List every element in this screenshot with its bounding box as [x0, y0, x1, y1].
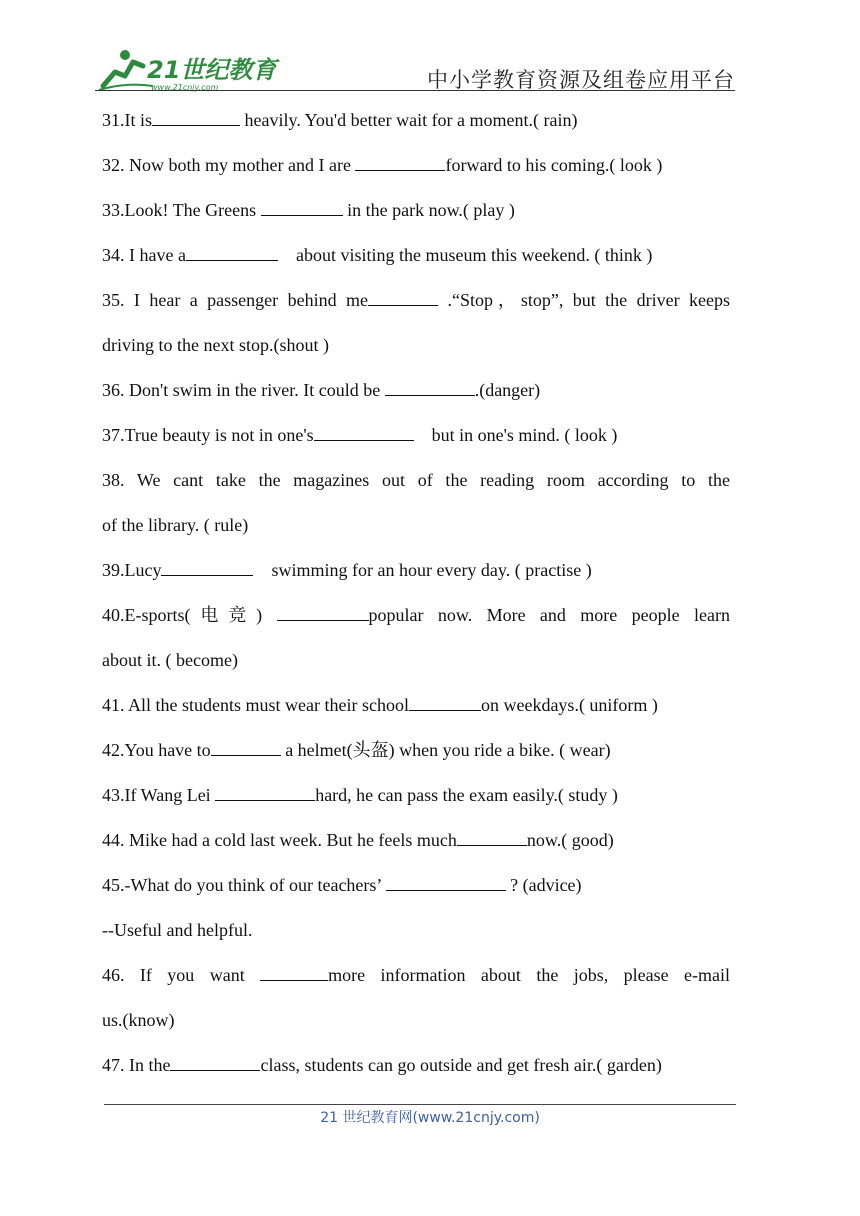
question-47: 47. In the class, students can go outside and get fresh air.( garden) — [102, 1043, 730, 1088]
question-43: 43.If Wang Lei hard, he can pass the exam easily.( study ) — [102, 773, 730, 818]
question-45-response: --Useful and helpful. — [102, 920, 253, 940]
logo-text: 21世纪教育 — [147, 56, 277, 84]
answer-blank[interactable] — [152, 107, 240, 126]
answer-blank[interactable] — [215, 782, 315, 801]
answer-blank[interactable] — [386, 872, 506, 891]
question-40: 40.E-sports(电竞) popular now. More and more people learn — [102, 593, 730, 638]
question-38-cont: of the library. ( rule) — [102, 515, 249, 535]
platform-title: 中小学教育资源及组卷应用平台 — [427, 68, 735, 92]
question-45: 45.-What do you think of our teachers’ ? (advice) — [102, 863, 730, 908]
answer-blank[interactable] — [260, 962, 328, 981]
answer-blank[interactable] — [457, 827, 527, 846]
question-39: 39.Lucy swimming for an hour every day. ( practise ) — [102, 548, 730, 593]
answer-blank[interactable] — [161, 557, 253, 576]
question-35-cont: driving to the next stop.(shout ) — [102, 335, 329, 355]
question-34: 34. I have a about visiting the museum this weekend. ( think ) — [102, 233, 730, 278]
question-35: 35. I hear a passenger behind me .“Stop，stop”, but the driver keeps — [102, 278, 730, 323]
answer-blank[interactable] — [385, 377, 475, 396]
answer-blank[interactable] — [368, 287, 438, 306]
question-31: 31.It is heavily. You'd better wait for a moment.( rain) — [102, 98, 730, 143]
logo-subtext: www.21cnjy.com — [151, 83, 219, 92]
page-header — [95, 42, 735, 92]
answer-blank[interactable] — [355, 152, 445, 171]
question-40-cont: about it. ( become) — [102, 650, 238, 670]
answer-blank[interactable] — [170, 1052, 260, 1071]
question-33: 33.Look! The Greens in the park now.( play ) — [102, 188, 730, 233]
logo-21cnjy — [95, 46, 295, 92]
answer-blank[interactable] — [277, 602, 369, 621]
question-38: 38. We cant take the magazines out of the reading room according to the — [102, 470, 730, 490]
question-36: 36. Don't swim in the river. It could be .(danger) — [102, 368, 730, 413]
answer-blank[interactable] — [186, 242, 278, 261]
header-divider — [95, 90, 735, 91]
question-46-cont: us.(know) — [102, 1010, 175, 1030]
answer-blank[interactable] — [314, 422, 414, 441]
question-37: 37.True beauty is not in one's but in one's mind. ( look ) — [102, 413, 730, 458]
answer-blank[interactable] — [211, 737, 281, 756]
footer-divider — [104, 1104, 736, 1105]
question-41: 41. All the students must wear their school on weekdays.( uniform ) — [102, 683, 730, 728]
answer-blank[interactable] — [261, 197, 343, 216]
question-42: 42.You have to a helmet(头盔) when you ride a bike. ( wear) — [102, 728, 730, 773]
footer-text: 21 世纪教育网(www.21cnjy.com) — [320, 1110, 540, 1126]
answer-blank[interactable] — [409, 692, 481, 711]
question-list — [102, 98, 730, 1088]
question-44: 44. Mike had a cold last week. But he feels much now.( good) — [102, 818, 730, 863]
question-46: 46. If you want more information about the jobs, please e-mail — [102, 953, 730, 998]
question-32: 32. Now both my mother and I are forward to his coming.( look ) — [102, 143, 730, 188]
